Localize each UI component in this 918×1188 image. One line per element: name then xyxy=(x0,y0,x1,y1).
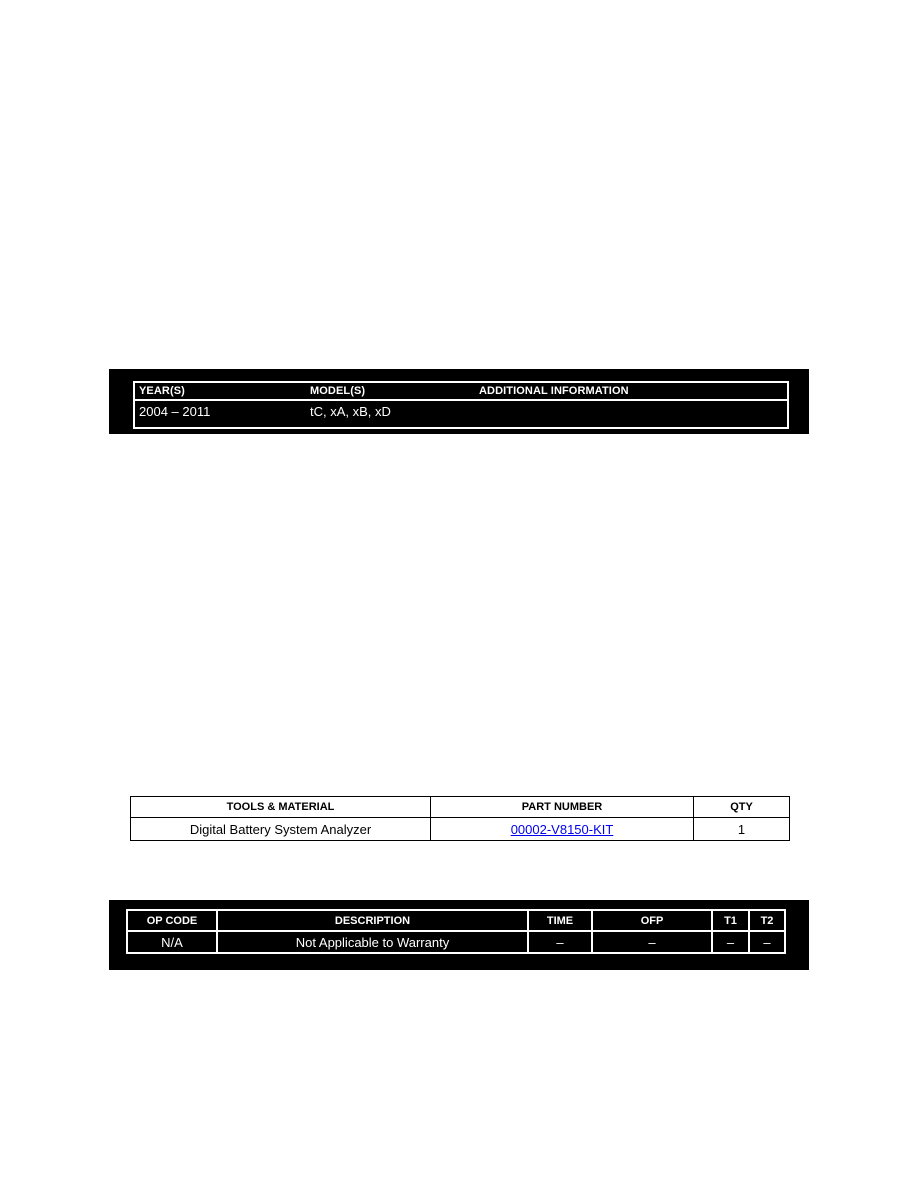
cell-t2: – xyxy=(749,931,785,953)
cell-qty: 1 xyxy=(694,818,790,841)
cell-years: 2004 – 2011 xyxy=(139,404,211,419)
cell-op-code: N/A xyxy=(127,931,217,953)
header-t2: T2 xyxy=(749,910,785,931)
part-number-link[interactable]: 00002-V8150-KIT xyxy=(510,821,614,837)
header-part-number: PART NUMBER xyxy=(431,797,694,818)
warranty-panel xyxy=(109,900,809,970)
tools-header-row xyxy=(131,797,790,818)
cell-description: Not Applicable to Warranty xyxy=(217,931,528,953)
tools-material-table xyxy=(130,796,790,841)
header-description: DESCRIPTION xyxy=(217,910,528,931)
cell-part-number xyxy=(431,818,694,841)
cell-tool-name: Digital Battery System Analyzer xyxy=(131,818,431,841)
applicability-header-row xyxy=(135,383,787,401)
header-op-code: OP CODE xyxy=(127,910,217,931)
header-additional-information: ADDITIONAL INFORMATION xyxy=(479,385,629,397)
header-ofp: OFP xyxy=(592,910,712,931)
header-t1: T1 xyxy=(712,910,749,931)
warranty-table xyxy=(126,909,786,954)
cell-time: – xyxy=(528,931,592,953)
header-models: MODEL(S) xyxy=(310,385,366,397)
cell-t1: – xyxy=(712,931,749,953)
applicability-panel xyxy=(109,369,809,434)
warranty-header-row xyxy=(127,910,785,931)
header-tools-material: TOOLS & MATERIAL xyxy=(131,797,431,818)
header-time: TIME xyxy=(528,910,592,931)
applicability-table xyxy=(133,381,789,429)
table-row xyxy=(127,931,785,953)
header-qty: QTY xyxy=(694,797,790,818)
cell-models: tC, xA, xB, xD xyxy=(310,404,391,419)
table-row xyxy=(131,818,790,841)
cell-ofp: – xyxy=(592,931,712,953)
header-years: YEAR(S) xyxy=(139,385,185,397)
